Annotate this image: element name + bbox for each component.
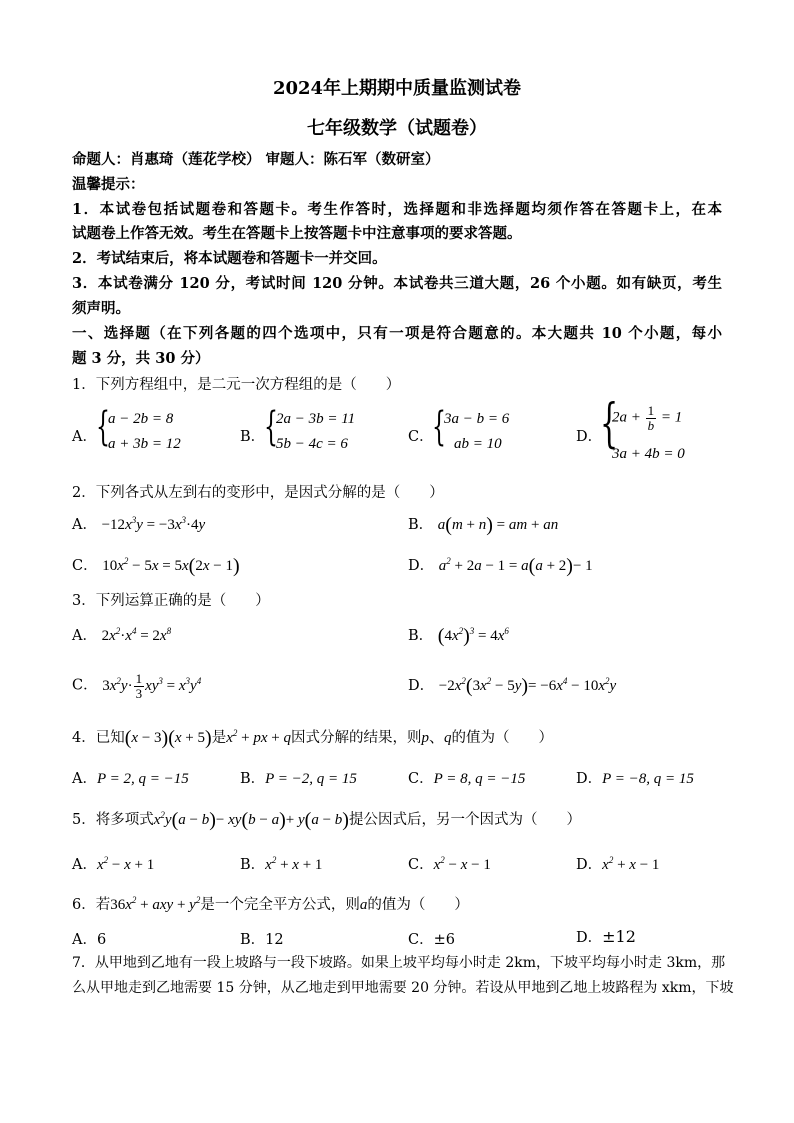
equation-part: 2a + xyxy=(612,409,641,426)
q5-option-a xyxy=(72,853,154,874)
tips-heading: 温馨提示： xyxy=(72,176,145,193)
numerator: 1 xyxy=(647,403,655,418)
option-text: 6 xyxy=(96,932,107,948)
option-text: P = −8, q = 15 xyxy=(602,771,694,787)
math-expression: p、q xyxy=(421,730,452,746)
option-label: A． xyxy=(72,628,97,644)
q4-option-b xyxy=(240,767,357,788)
question-7-line-1: 7．从甲地到乙地有一段上坡路与一段下坡路。如果上坡平均每小时走 2km，下坡平均每小时走 3km，那 xyxy=(72,955,726,971)
question-1-stem: 1．下列方程组中，是二元一次方程组的是（ ） xyxy=(72,377,401,393)
option-label: D． xyxy=(576,930,603,946)
tip-3-line-2: 须声明。 xyxy=(72,300,130,317)
q3-option-c xyxy=(72,672,201,700)
option-label: C． xyxy=(72,558,98,574)
option-label: C． xyxy=(408,857,434,873)
math-expression: a(m + n) = am + an xyxy=(437,514,559,536)
math-expression: (x − 3)(x + 5) xyxy=(124,727,212,749)
option-label: A． xyxy=(72,517,97,533)
option-label: A． xyxy=(72,771,97,787)
option-label: B． xyxy=(240,932,266,948)
q3-option-b xyxy=(408,624,509,648)
math-expression: $(4x^2)^3 = 4x^6$ xyxy=(437,625,509,647)
math-expression: $3x^2y\cdot$ $\frac{1}{3}$ $xy^3 = x^3y^4$ xyxy=(102,671,202,701)
option-label: C． xyxy=(408,932,434,948)
option-label: A． xyxy=(72,857,97,873)
q3-option-a xyxy=(72,624,171,645)
equation-part: = 1 xyxy=(660,409,683,426)
q2-option-b xyxy=(408,513,558,537)
stem-text: 因式分解的结果，则 xyxy=(290,730,422,746)
tip-1-line-1: 1．本试卷包括试题卷和答题卡。考生作答时，选择题和非选择题均须作答在答题卡上，在本 xyxy=(72,201,722,218)
stem-text: 的值为（ ） xyxy=(451,730,553,746)
q6-option-d xyxy=(576,926,636,947)
q2-option-c xyxy=(72,554,240,578)
authors-line: 命题人：肖惠琦（莲花学校） 审题人：陈石军（数研室） xyxy=(72,151,440,168)
q2-option-a xyxy=(72,513,205,534)
option-label: A． xyxy=(72,932,97,948)
brace-icon: { xyxy=(96,404,110,450)
stem-text: 是 xyxy=(211,730,227,746)
question-6-stem xyxy=(72,893,469,914)
question-5-stem xyxy=(72,808,581,832)
stem-text: 4．已知 xyxy=(72,730,125,746)
option-label: B． xyxy=(408,517,434,533)
q6-option-a xyxy=(72,928,106,949)
math-expression: $x^2 - x - 1$ xyxy=(433,855,491,873)
equation xyxy=(612,404,682,432)
brace-icon: { xyxy=(600,394,619,454)
tip-2: 2．考试结束后，将本试题卷和答题卡一并交回。 xyxy=(72,250,387,267)
q2-option-d xyxy=(408,554,593,578)
math-expression: $x^2 - x + 1$ xyxy=(96,855,155,873)
equation: 5b − 4c = 6 xyxy=(276,436,348,452)
stem-text: 6．若 xyxy=(72,897,111,913)
q4-option-d xyxy=(576,767,694,788)
math-expression: $10x^2 - 5x = 5x(2x - 1)$ xyxy=(102,555,240,577)
math-expression: $x^2y(a - b)- xy(b - a)+ y(a - b)$ xyxy=(153,809,349,831)
math-expression: $-2x^2(3x^2 - 5y)= -6x^4 - 10x^2y$ xyxy=(438,675,617,697)
tip-1-line-2: 试题卷上作答无效。考生在答题卡上按答题卡中注意事项的要求答题。 xyxy=(72,225,522,242)
q4-option-a xyxy=(72,767,189,788)
brace-icon: { xyxy=(432,404,446,450)
equation: 3a + 4b = 0 xyxy=(612,446,685,462)
option-label: D． xyxy=(576,857,603,873)
section-1-heading: 一、选择题（在下列各题的四个选项中，只有一项是符合题意的。本大题共 10 个小题，每小 xyxy=(72,325,722,342)
q3-option-d xyxy=(408,674,616,698)
question-7-line-2: 么从甲地走到乙地需要 15 分钟，从乙地走到甲地需要 20 分钟。若设从甲地到乙地上坡路程为 xkm，下坡 xyxy=(72,980,734,996)
math-expression: $x^2 + x - 1$ xyxy=(602,855,660,873)
tip-3-line-1: 3．本试卷满分 120 分，考试时间 120 分钟。本试卷共三道大题，26 个小题。如有缺页，考生 xyxy=(72,275,722,292)
math-expression: $2x^2\cdot x^4 = 2x^8$ xyxy=(101,626,172,644)
option-label: D． xyxy=(408,678,435,694)
fraction xyxy=(646,404,657,432)
question-2-stem: 2．下列各式从左到右的变形中，是因式分解的是（ ） xyxy=(72,485,444,501)
q6-option-c xyxy=(408,928,455,949)
denominator: b xyxy=(647,417,655,433)
brace-icon: { xyxy=(264,404,278,450)
q5-option-b xyxy=(240,853,322,874)
question-4-stem xyxy=(72,726,553,750)
option-label: B． xyxy=(240,857,266,873)
option-text: P = 2, q = −15 xyxy=(96,771,189,787)
math-expression: $-12x^3y = -3x^3\cdot 4y$ xyxy=(101,515,206,533)
stem-text: 5．将多项式 xyxy=(72,812,154,828)
stem-text: 是一个完全平方公式，则 xyxy=(200,897,360,913)
fraction: $\frac{1}{3}$ xyxy=(135,671,143,701)
option-label: D． xyxy=(576,429,603,445)
option-label: D． xyxy=(576,771,603,787)
equation: ab = 10 xyxy=(454,436,502,452)
math-expression: $x^2 + x + 1$ xyxy=(265,855,323,873)
section-1-heading-cont: 题 3 分，共 30 分） xyxy=(72,350,210,367)
stem-text: 的值为（ ） xyxy=(367,897,469,913)
option-label: C． xyxy=(408,771,434,787)
q5-option-c xyxy=(408,853,491,874)
option-text: P = −2, q = 15 xyxy=(265,771,357,787)
option-label: A． xyxy=(72,429,97,445)
option-label: B． xyxy=(240,771,266,787)
option-label: B． xyxy=(240,429,266,445)
option-text: ±6 xyxy=(433,932,455,948)
option-text: P = 8, q = −15 xyxy=(433,771,526,787)
equation: a − 2b = 8 xyxy=(108,411,174,427)
q1-option-c xyxy=(408,425,434,446)
math-expression: $a^2 + 2a - 1 = a(a + 2)- 1$ xyxy=(438,555,593,577)
equation: a + 3b = 12 xyxy=(108,436,181,452)
q1-option-b xyxy=(240,425,265,446)
q6-option-b xyxy=(240,928,284,949)
equation: 2a − 3b = 11 xyxy=(276,411,356,427)
option-text: 12 xyxy=(265,932,284,948)
math-expression: a xyxy=(359,897,368,913)
option-label: C． xyxy=(408,429,434,445)
option-text: ±12 xyxy=(602,927,636,946)
q4-option-c xyxy=(408,767,525,788)
q1-option-d xyxy=(576,425,602,446)
option-label: B． xyxy=(408,628,434,644)
q5-option-d xyxy=(576,853,659,874)
q1-option-a xyxy=(72,425,97,446)
math-expression: $36x^2$ + axy + $y^2$ xyxy=(110,895,201,913)
option-label: D． xyxy=(408,558,435,574)
exam-title: 2024年上期期中质量监测试卷 xyxy=(272,78,522,99)
stem-text: 提公因式后，另一个因式为（ ） xyxy=(348,812,581,828)
math-expression: $x^2$ + px + q xyxy=(226,728,291,746)
equation: 3a − b = 6 xyxy=(444,411,510,427)
exam-subtitle: 七年级数学（试题卷） xyxy=(307,118,487,139)
option-label: C． xyxy=(72,677,98,694)
question-3-stem: 3．下列运算正确的是（ ） xyxy=(72,593,270,609)
